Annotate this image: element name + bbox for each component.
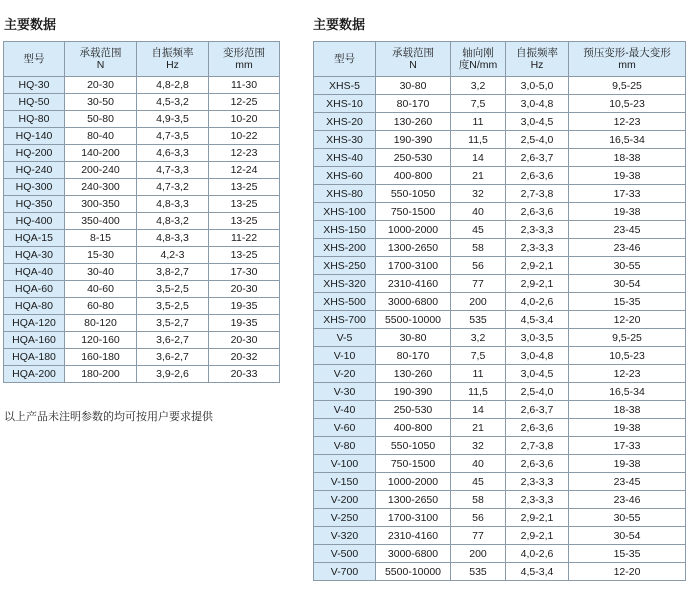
table-cell: 30-55 xyxy=(569,509,686,527)
table-cell: 190-390 xyxy=(376,383,451,401)
table-cell: 2,6-3,6 xyxy=(506,419,569,437)
table-cell: 5500-10000 xyxy=(376,311,451,329)
table-cell: 19-38 xyxy=(569,419,686,437)
model-cell: V-5 xyxy=(314,329,376,347)
table-row xyxy=(4,247,280,264)
table-cell: 4,0-2,6 xyxy=(506,545,569,563)
model-cell: HQ-200 xyxy=(4,145,65,162)
model-cell: XHS-20 xyxy=(314,113,376,131)
table-row xyxy=(314,167,686,185)
table-cell: 14 xyxy=(451,401,506,419)
table-cell: 16,5-34 xyxy=(569,383,686,401)
table-cell: 2,3-3,3 xyxy=(506,473,569,491)
table-cell: 11 xyxy=(451,113,506,131)
table-cell: 19-35 xyxy=(209,315,280,332)
table-cell: 30-40 xyxy=(65,264,137,281)
model-cell: HQA-30 xyxy=(4,247,65,264)
table-cell: 12-25 xyxy=(209,94,280,111)
table-row xyxy=(314,95,686,113)
model-cell: HQA-80 xyxy=(4,298,65,315)
table-row xyxy=(314,509,686,527)
table-cell: 3,0-4,8 xyxy=(506,95,569,113)
table-cell: 130-260 xyxy=(376,365,451,383)
right-header-axial-stiffness: 轴向刚 度N/mm xyxy=(451,42,506,77)
table-row xyxy=(4,281,280,298)
table-row xyxy=(314,257,686,275)
right-header-row xyxy=(314,42,686,77)
table-cell: 19-35 xyxy=(209,298,280,315)
table-cell: 3,0-3,5 xyxy=(506,329,569,347)
table-cell: 2,5-4,0 xyxy=(506,383,569,401)
table-cell: 30-54 xyxy=(569,527,686,545)
table-cell: 50-80 xyxy=(65,111,137,128)
table-cell: 10,5-23 xyxy=(569,347,686,365)
table-cell: 20-30 xyxy=(209,332,280,349)
table-cell: 80-40 xyxy=(65,128,137,145)
table-cell: 400-800 xyxy=(376,167,451,185)
table-cell: 350-400 xyxy=(65,213,137,230)
table-row xyxy=(4,94,280,111)
table-cell: 3,0-5,0 xyxy=(506,77,569,95)
table-cell: 58 xyxy=(451,239,506,257)
table-cell: 2,3-3,3 xyxy=(506,221,569,239)
table-cell: 18-38 xyxy=(569,401,686,419)
table-cell: 15-30 xyxy=(65,247,137,264)
table-cell: 3,2 xyxy=(451,329,506,347)
table-cell: 11-22 xyxy=(209,230,280,247)
table-row xyxy=(4,315,280,332)
table-cell: 2,6-3,6 xyxy=(506,203,569,221)
model-cell: XHS-500 xyxy=(314,293,376,311)
table-cell: 200-240 xyxy=(65,162,137,179)
table-cell: 3,9-2,6 xyxy=(137,366,209,383)
table-cell: 550-1050 xyxy=(376,437,451,455)
table-cell: 1300-2650 xyxy=(376,239,451,257)
left-header-deformation-range: 变形范围 mm xyxy=(209,42,280,77)
table-cell: 2,5-4,0 xyxy=(506,131,569,149)
table-cell: 250-530 xyxy=(376,149,451,167)
model-cell: XHS-30 xyxy=(314,131,376,149)
table-cell: 3,0-4,8 xyxy=(506,347,569,365)
table-row xyxy=(314,293,686,311)
table-cell: 40-60 xyxy=(65,281,137,298)
table-cell: 12-24 xyxy=(209,162,280,179)
table-row xyxy=(314,203,686,221)
table-cell: 3,5-2,5 xyxy=(137,281,209,298)
table-cell: 750-1500 xyxy=(376,203,451,221)
table-row xyxy=(4,145,280,162)
table-cell: 2,9-2,1 xyxy=(506,275,569,293)
model-cell: HQA-160 xyxy=(4,332,65,349)
table-cell: 200 xyxy=(451,293,506,311)
table-cell: 130-260 xyxy=(376,113,451,131)
model-cell: XHS-100 xyxy=(314,203,376,221)
model-cell: XHS-200 xyxy=(314,239,376,257)
table-cell: 2,6-3,6 xyxy=(506,455,569,473)
left-header-row xyxy=(4,42,280,77)
table-cell: 11-30 xyxy=(209,77,280,94)
model-cell: V-250 xyxy=(314,509,376,527)
table-cell: 17-33 xyxy=(569,437,686,455)
table-cell: 20-30 xyxy=(209,281,280,298)
model-cell: XHS-60 xyxy=(314,167,376,185)
model-cell: HQA-60 xyxy=(4,281,65,298)
model-cell: HQA-120 xyxy=(4,315,65,332)
table-row xyxy=(314,275,686,293)
model-cell: HQ-140 xyxy=(4,128,65,145)
table-cell: 2310-4160 xyxy=(376,275,451,293)
table-cell: 2,3-3,3 xyxy=(506,491,569,509)
table-row xyxy=(4,264,280,281)
table-cell: 23-46 xyxy=(569,239,686,257)
table-cell: 19-38 xyxy=(569,203,686,221)
table-cell: 3,5-2,7 xyxy=(137,315,209,332)
model-cell: V-60 xyxy=(314,419,376,437)
model-cell: V-700 xyxy=(314,563,376,581)
table-row xyxy=(314,113,686,131)
table-row xyxy=(314,491,686,509)
model-cell: XHS-150 xyxy=(314,221,376,239)
table-cell: 21 xyxy=(451,167,506,185)
table-cell: 13-25 xyxy=(209,179,280,196)
table-cell: 3,2 xyxy=(451,77,506,95)
left-header-model: 型号 xyxy=(4,42,65,77)
table-row xyxy=(4,162,280,179)
table-cell: 30-50 xyxy=(65,94,137,111)
table-cell: 10,5-23 xyxy=(569,95,686,113)
table-cell: 2,6-3,7 xyxy=(506,149,569,167)
table-cell: 45 xyxy=(451,221,506,239)
table-cell: 10-20 xyxy=(209,111,280,128)
model-cell: V-200 xyxy=(314,491,376,509)
model-cell: HQ-80 xyxy=(4,111,65,128)
table-cell: 32 xyxy=(451,437,506,455)
table-row xyxy=(314,383,686,401)
table-cell: 4,7-3,3 xyxy=(137,162,209,179)
table-cell: 60-80 xyxy=(65,298,137,315)
model-cell: V-10 xyxy=(314,347,376,365)
table-cell: 4,8-3,3 xyxy=(137,196,209,213)
table-row xyxy=(4,332,280,349)
table-row xyxy=(4,213,280,230)
table-row xyxy=(314,419,686,437)
table-cell: 56 xyxy=(451,509,506,527)
table-cell: 4,5-3,4 xyxy=(506,563,569,581)
table-cell: 4,5-3,4 xyxy=(506,311,569,329)
model-cell: HQ-350 xyxy=(4,196,65,213)
table-cell: 160-180 xyxy=(65,349,137,366)
table-cell: 30-55 xyxy=(569,257,686,275)
table-row xyxy=(4,196,280,213)
table-row xyxy=(4,111,280,128)
table-cell: 30-80 xyxy=(376,77,451,95)
table-cell: 535 xyxy=(451,563,506,581)
table-cell: 18-38 xyxy=(569,149,686,167)
table-cell: 4,9-3,5 xyxy=(137,111,209,128)
table-cell: 1000-2000 xyxy=(376,473,451,491)
table-cell: 2,3-3,3 xyxy=(506,239,569,257)
right-data-table xyxy=(313,41,686,581)
table-cell: 1700-3100 xyxy=(376,257,451,275)
table-row xyxy=(314,311,686,329)
table-cell: 750-1500 xyxy=(376,455,451,473)
table-cell: 4,7-3,2 xyxy=(137,179,209,196)
table-cell: 40 xyxy=(451,455,506,473)
table-cell: 3,0-4,5 xyxy=(506,113,569,131)
table-cell: 9,5-25 xyxy=(569,77,686,95)
table-cell: 12-23 xyxy=(569,365,686,383)
model-cell: HQ-30 xyxy=(4,77,65,94)
table-row xyxy=(4,128,280,145)
table-row xyxy=(314,239,686,257)
table-cell: 23-45 xyxy=(569,221,686,239)
table-cell: 45 xyxy=(451,473,506,491)
table-row xyxy=(4,179,280,196)
table-cell: 2310-4160 xyxy=(376,527,451,545)
table-row xyxy=(314,455,686,473)
table-cell: 2,6-3,7 xyxy=(506,401,569,419)
table-cell: 30-54 xyxy=(569,275,686,293)
table-cell: 13-25 xyxy=(209,213,280,230)
table-cell: 4,2-3 xyxy=(137,247,209,264)
model-cell: HQ-50 xyxy=(4,94,65,111)
model-cell: HQ-400 xyxy=(4,213,65,230)
model-cell: V-40 xyxy=(314,401,376,419)
table-cell: 140-200 xyxy=(65,145,137,162)
right-header-deformation: 预压变形-最大变形 mm xyxy=(569,42,686,77)
table-row xyxy=(4,298,280,315)
table-cell: 4,5-3,2 xyxy=(137,94,209,111)
table-cell: 23-46 xyxy=(569,491,686,509)
model-cell: V-100 xyxy=(314,455,376,473)
table-row xyxy=(314,527,686,545)
table-row xyxy=(4,349,280,366)
table-cell: 10-22 xyxy=(209,128,280,145)
left-data-table xyxy=(3,41,280,383)
table-cell: 2,9-2,1 xyxy=(506,509,569,527)
footnote: 以上产品未注明参数的均可按用户要求提供 xyxy=(4,411,213,423)
left-header-load-range: 承载范围 N xyxy=(65,42,137,77)
table-row xyxy=(314,473,686,491)
model-cell: V-30 xyxy=(314,383,376,401)
table-row xyxy=(4,77,280,94)
table-cell: 2,6-3,6 xyxy=(506,167,569,185)
table-cell: 2,9-2,1 xyxy=(506,257,569,275)
table-cell: 1700-3100 xyxy=(376,509,451,527)
table-cell: 15-35 xyxy=(569,545,686,563)
table-cell: 20-30 xyxy=(65,77,137,94)
table-cell: 21 xyxy=(451,419,506,437)
table-cell: 7,5 xyxy=(451,347,506,365)
table-cell: 23-45 xyxy=(569,473,686,491)
table-cell: 16,5-34 xyxy=(569,131,686,149)
table-cell: 4,8-3,2 xyxy=(137,213,209,230)
table-cell: 13-25 xyxy=(209,196,280,213)
model-cell: XHS-80 xyxy=(314,185,376,203)
table-cell: 12-20 xyxy=(569,311,686,329)
table-cell: 2,7-3,8 xyxy=(506,437,569,455)
table-cell: 56 xyxy=(451,257,506,275)
right-header-natural-frequency: 自振频率 Hz xyxy=(506,42,569,77)
table-row xyxy=(4,366,280,383)
table-cell: 5500-10000 xyxy=(376,563,451,581)
table-cell: 12-23 xyxy=(209,145,280,162)
table-cell: 3,5-2,5 xyxy=(137,298,209,315)
right-header-model: 型号 xyxy=(314,42,376,77)
model-cell: HQ-240 xyxy=(4,162,65,179)
table-cell: 8-15 xyxy=(65,230,137,247)
left-section-title: 主要数据 xyxy=(4,17,57,32)
model-cell: HQA-40 xyxy=(4,264,65,281)
table-cell: 19-38 xyxy=(569,167,686,185)
table-cell: 13-25 xyxy=(209,247,280,264)
table-cell: 80-170 xyxy=(376,347,451,365)
table-cell: 40 xyxy=(451,203,506,221)
model-cell: XHS-10 xyxy=(314,95,376,113)
table-row xyxy=(314,401,686,419)
table-cell: 7,5 xyxy=(451,95,506,113)
table-cell: 3000-6800 xyxy=(376,545,451,563)
table-cell: 1000-2000 xyxy=(376,221,451,239)
table-row xyxy=(4,230,280,247)
model-cell: XHS-250 xyxy=(314,257,376,275)
model-cell: V-80 xyxy=(314,437,376,455)
right-section-title: 主要数据 xyxy=(313,17,366,32)
table-row xyxy=(314,149,686,167)
table-cell: 180-200 xyxy=(65,366,137,383)
table-cell: 77 xyxy=(451,527,506,545)
table-cell: 3,6-2,7 xyxy=(137,349,209,366)
table-cell: 12-23 xyxy=(569,113,686,131)
table-cell: 15-35 xyxy=(569,293,686,311)
model-cell: HQA-15 xyxy=(4,230,65,247)
table-cell: 4,8-2,8 xyxy=(137,77,209,94)
table-cell: 9,5-25 xyxy=(569,329,686,347)
left-header-natural-frequency: 自振频率 Hz xyxy=(137,42,209,77)
model-cell: HQ-300 xyxy=(4,179,65,196)
table-row xyxy=(314,545,686,563)
table-cell: 3,0-4,5 xyxy=(506,365,569,383)
table-cell: 250-530 xyxy=(376,401,451,419)
model-cell: V-150 xyxy=(314,473,376,491)
table-row xyxy=(314,347,686,365)
table-row xyxy=(314,131,686,149)
table-cell: 550-1050 xyxy=(376,185,451,203)
model-cell: XHS-40 xyxy=(314,149,376,167)
table-cell: 58 xyxy=(451,491,506,509)
right-header-load-range: 承载范围 N xyxy=(376,42,451,77)
table-cell: 20-32 xyxy=(209,349,280,366)
table-row xyxy=(314,221,686,239)
table-cell: 12-20 xyxy=(569,563,686,581)
table-cell: 3,6-2,7 xyxy=(137,332,209,349)
model-cell: V-20 xyxy=(314,365,376,383)
model-cell: HQA-200 xyxy=(4,366,65,383)
table-cell: 4,7-3,5 xyxy=(137,128,209,145)
table-row xyxy=(314,365,686,383)
table-cell: 3000-6800 xyxy=(376,293,451,311)
table-cell: 11,5 xyxy=(451,383,506,401)
table-cell: 535 xyxy=(451,311,506,329)
table-cell: 200 xyxy=(451,545,506,563)
table-cell: 77 xyxy=(451,275,506,293)
table-cell: 14 xyxy=(451,149,506,167)
table-cell: 1300-2650 xyxy=(376,491,451,509)
table-cell: 4,0-2,6 xyxy=(506,293,569,311)
table-cell: 4,6-3,3 xyxy=(137,145,209,162)
model-cell: XHS-5 xyxy=(314,77,376,95)
table-cell: 80-170 xyxy=(376,95,451,113)
model-cell: V-500 xyxy=(314,545,376,563)
table-cell: 30-80 xyxy=(376,329,451,347)
table-cell: 3,8-2,7 xyxy=(137,264,209,281)
table-row xyxy=(314,77,686,95)
table-cell: 4,8-3,3 xyxy=(137,230,209,247)
table-cell: 400-800 xyxy=(376,419,451,437)
table-cell: 2,9-2,1 xyxy=(506,527,569,545)
table-row xyxy=(314,329,686,347)
table-cell: 190-390 xyxy=(376,131,451,149)
table-cell: 11 xyxy=(451,365,506,383)
table-cell: 11,5 xyxy=(451,131,506,149)
model-cell: HQA-180 xyxy=(4,349,65,366)
table-cell: 17-30 xyxy=(209,264,280,281)
table-cell: 120-160 xyxy=(65,332,137,349)
table-row xyxy=(314,563,686,581)
table-cell: 240-300 xyxy=(65,179,137,196)
table-row xyxy=(314,437,686,455)
table-cell: 32 xyxy=(451,185,506,203)
table-cell: 80-120 xyxy=(65,315,137,332)
model-cell: XHS-700 xyxy=(314,311,376,329)
model-cell: XHS-320 xyxy=(314,275,376,293)
table-cell: 300-350 xyxy=(65,196,137,213)
table-cell: 19-38 xyxy=(569,455,686,473)
table-row xyxy=(314,185,686,203)
model-cell: V-320 xyxy=(314,527,376,545)
table-cell: 20-33 xyxy=(209,366,280,383)
table-cell: 17-33 xyxy=(569,185,686,203)
table-cell: 2,7-3,8 xyxy=(506,185,569,203)
